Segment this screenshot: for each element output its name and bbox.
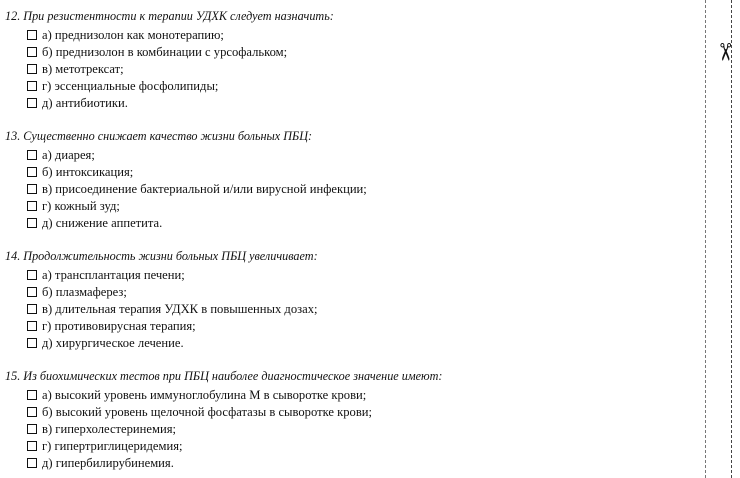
checkbox-icon[interactable]	[27, 218, 37, 228]
checkbox-icon[interactable]	[27, 98, 37, 108]
checkbox-icon[interactable]	[27, 321, 37, 331]
checkbox-icon[interactable]	[27, 81, 37, 91]
answer-option-label: б) высокий уровень щелочной фосфатазы в сыворотке крови;	[42, 404, 373, 419]
answer-options	[5, 386, 695, 471]
answer-option-label: г) кожный зуд;	[42, 198, 120, 213]
answer-option-a[interactable]	[5, 266, 695, 283]
answer-option-label: д) антибиотики.	[42, 95, 128, 110]
checkbox-icon[interactable]	[27, 458, 37, 468]
answer-option-label: в) гиперхолестеринемия;	[42, 421, 177, 436]
answer-options	[5, 26, 695, 111]
answer-options	[5, 146, 695, 231]
question-13	[5, 129, 695, 231]
answer-option-e[interactable]	[5, 334, 695, 351]
answer-option-label: а) высокий уровень иммуноглобулина М в сыворотке крови;	[42, 387, 367, 402]
question-title: 13. Существенно снижает качество жизни больных ПБЦ:	[5, 129, 313, 143]
answer-option-label: б) преднизолон в комбинации с урсофальком;	[42, 44, 288, 59]
answer-option-b[interactable]	[5, 283, 695, 300]
answer-option-d[interactable]	[5, 437, 695, 454]
question-15	[5, 369, 695, 471]
answer-option-label: б) плазмаферез;	[42, 284, 127, 299]
checkbox-icon[interactable]	[27, 407, 37, 417]
question-title: 15. Из биохимических тестов при ПБЦ наиболее диагностическое значение имеют:	[5, 369, 443, 383]
checkbox-icon[interactable]	[27, 64, 37, 74]
checkbox-icon[interactable]	[27, 270, 37, 280]
answer-option-label: д) хирургическое лечение.	[42, 335, 184, 350]
answer-option-a[interactable]	[5, 386, 695, 403]
answer-option-c[interactable]	[5, 300, 695, 317]
answer-option-label: в) присоединение бактериальной и/или вирусной инфекции;	[42, 181, 367, 196]
checkbox-icon[interactable]	[27, 150, 37, 160]
checkbox-icon[interactable]	[27, 287, 37, 297]
answer-option-label: д) гипербилирубинемия.	[42, 455, 174, 470]
answer-option-label: б) интоксикация;	[42, 164, 134, 179]
checkbox-icon[interactable]	[27, 184, 37, 194]
checkbox-icon[interactable]	[27, 338, 37, 348]
question-title: 14. Продолжительность жизни больных ПБЦ увеличивает:	[5, 249, 318, 263]
answer-option-label: а) трансплантация печени;	[42, 267, 185, 282]
page-edge-line	[731, 0, 732, 478]
question-14	[5, 249, 695, 351]
answer-option-c[interactable]	[5, 420, 695, 437]
checkbox-icon[interactable]	[27, 304, 37, 314]
answer-option-d[interactable]	[5, 317, 695, 334]
answer-options	[5, 266, 695, 351]
answer-option-b[interactable]	[5, 403, 695, 420]
answer-option-b[interactable]	[5, 163, 695, 180]
cut-line	[705, 0, 706, 478]
checkbox-icon[interactable]	[27, 47, 37, 57]
answer-option-label: г) противовирусная терапия;	[42, 318, 196, 333]
question-12	[5, 9, 695, 111]
answer-option-d[interactable]	[5, 77, 695, 94]
checkbox-icon[interactable]	[27, 441, 37, 451]
checkbox-icon[interactable]	[27, 201, 37, 211]
scissors-icon: ✂	[711, 42, 739, 63]
answer-option-label: д) снижение аппетита.	[42, 215, 163, 230]
answer-option-a[interactable]	[5, 26, 695, 43]
checkbox-icon[interactable]	[27, 390, 37, 400]
answer-option-label: г) гипертриглицеридемия;	[42, 438, 183, 453]
answer-option-e[interactable]	[5, 214, 695, 231]
answer-option-a[interactable]	[5, 146, 695, 163]
question-title: 12. При резистентности к терапии УДХК следует назначить:	[5, 9, 334, 23]
answer-option-label: г) эссенциальные фосфолипиды;	[42, 78, 219, 93]
answer-option-d[interactable]	[5, 197, 695, 214]
checkbox-icon[interactable]	[27, 30, 37, 40]
answer-option-e[interactable]	[5, 454, 695, 471]
answer-option-label: а) преднизолон как монотерапию;	[42, 27, 224, 42]
answer-option-b[interactable]	[5, 43, 695, 60]
answer-option-e[interactable]	[5, 94, 695, 111]
answer-option-label: в) метотрексат;	[42, 61, 124, 76]
checkbox-icon[interactable]	[27, 424, 37, 434]
answer-option-c[interactable]	[5, 180, 695, 197]
answer-option-label: в) длительная терапия УДХК в повышенных дозах;	[42, 301, 318, 316]
answer-option-c[interactable]	[5, 60, 695, 77]
answer-option-label: а) диарея;	[42, 147, 95, 162]
checkbox-icon[interactable]	[27, 167, 37, 177]
